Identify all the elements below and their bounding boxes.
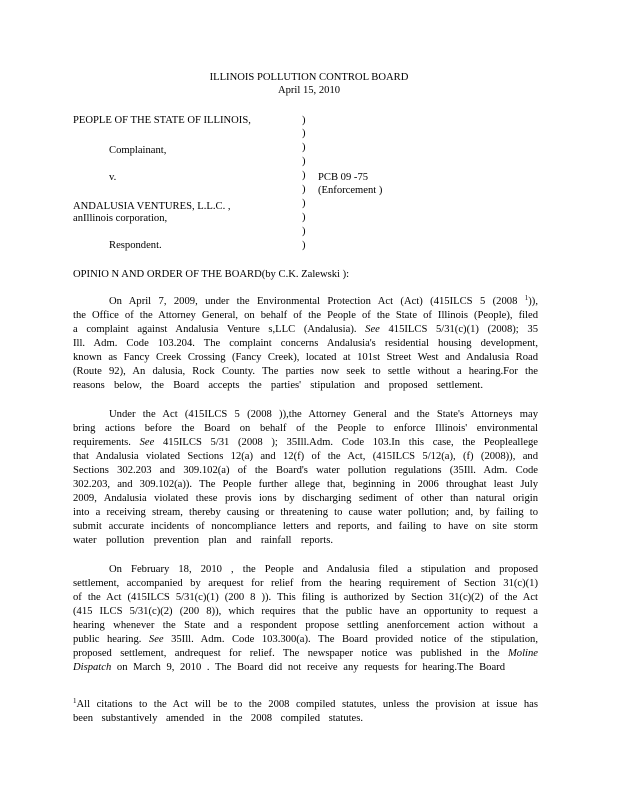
plaintiff-name: PEOPLE OF THE STATE OF ILLINOIS, <box>73 115 251 126</box>
paragraph-2-line: 2009, Andalusia violated these provis ions by discharging sediment of other than natural origin <box>73 493 538 504</box>
paragraph-1-line: known as Fancy Creek Crossing (Fancy Creek), located at 101st Street West and Andalusia Road <box>73 352 538 363</box>
caption-paren: ) <box>302 212 306 223</box>
paragraph-2-line: bring actions before the Board on behalf of the People to enforce Illinois' environmental <box>73 423 538 434</box>
complainant-label: Complainant, <box>109 145 167 156</box>
paragraph-1-line: (Route 92), An dalusia, Rock County. The parties now seek to settle without a hearing.For the <box>73 366 538 377</box>
paragraph-2-line: that Andalusia violated Sections 12(a) and 12(f) of the Act, (415ILCS 5/12(a), (f) (2008)), and <box>73 451 538 462</box>
paragraph-2-line: into a receiving stream, thereby causing or threatening to cause water pollution; and, by failing to <box>73 507 538 518</box>
caption-paren: ) <box>302 198 306 209</box>
caption-paren: ) <box>302 226 306 237</box>
paragraph-1-line: On April 7, 2009, under the Environmental Protection Act (Act) (415ILCS 5 (2008 $^1$)), <box>109 294 538 307</box>
paragraph-2-line: submit accurate incidents of noncompliance letters and reports, and failing to have on site storm <box>73 521 538 532</box>
case-number: PCB 09 -75 <box>318 172 369 183</box>
board-title: ILLINOIS POLLUTION CONTROL BOARD <box>209 72 409 83</box>
paragraph-2-line: Under the Act (415ILCS 5 (2008 )),the Attorney General and the State's Attorneys may <box>109 409 538 420</box>
caption-paren: ) <box>302 156 306 167</box>
paragraph-3-line: public hearing. See 35Ill. Adm. Code 103.300(a). The Board provided notice of the stipulation, <box>73 634 538 645</box>
footnote-line: $^1$All citations to the Act will be to the 2008 compiled statutes, unless the provision at issue has <box>73 697 538 710</box>
paragraph-3-line: proposed settlement, andrequest for relief. The newspaper notice was published in the Moline <box>73 648 538 659</box>
paragraph-1-line: the Office of the Attorney General, on behalf of the People of the State of Illinois (People), filed <box>73 310 538 321</box>
paragraph-3-line: settlement, accompanied by arequest for relief from the hearing requirement of Section 31(c)(1) <box>73 578 538 589</box>
defendant-description: anIllinois corporation, <box>73 213 168 224</box>
caption-paren: ) <box>302 142 306 153</box>
caption-paren: ) <box>302 184 306 195</box>
paragraph-2-line: Sections 302.203 and 309.102(a) of the Board's water pollution regulations (35Ill. Adm. Code <box>73 465 538 476</box>
paragraph-3-line: of the Act (415ILCS 5/31(c)(1) (200 8 )). This filing is authorized by Section 31(c)(2) of the Act <box>73 592 538 603</box>
defendant-name: ANDALUSIA VENTURES, L.L.C. , <box>73 201 231 212</box>
paragraph-1-line: Ill. Adm. Code 103.204. The complaint concerns Andalusia's residential housing development, <box>73 338 538 349</box>
caption-paren: ) <box>302 128 306 139</box>
paragraph-2-line: 302.203, and 309.102(a)). The People further allege that, beginning in 2006 throughat least July <box>73 479 538 490</box>
versus-label: v. <box>109 172 117 183</box>
case-type: (Enforcement ) <box>318 185 383 196</box>
paragraph-3-line: On February 18, 2010 , the People and Andalusia filed a stipulation and proposed <box>109 564 538 575</box>
paragraph-2-line: water pollution prevention plan and rainfall reports. <box>73 535 333 546</box>
paragraph-2-line: requirements. See 415ILCS 5/31 (2008 ); 35Ill.Adm. Code 103.In this case, the Peopleallege <box>73 437 538 448</box>
document-date: April 15, 2010 <box>277 85 341 96</box>
paragraph-1-line: a complaint against Andalusia Venture s,LLC (Andalusia). See 415ILCS 5/31(c)(1) (2008); 35 <box>73 324 538 335</box>
paragraph-1-line: reasons below, the Board accepts the parties' stipulation and proposed settlement. <box>73 380 483 391</box>
respondent-label: Respondent. <box>109 240 162 251</box>
opinion-heading: OPINIO N AND ORDER OF THE BOARD(by C.K. Zalewski ): <box>73 269 350 280</box>
paragraph-3-line: (415 ILCS 5/31(c)(2) (200 8)), which requires that the public have an opportunity to request a <box>73 606 538 617</box>
paragraph-3-line: hearing whenever the State and a respondent propose settling anenforcement action without a <box>73 620 538 631</box>
caption-paren: ) <box>302 115 306 126</box>
footnote-line: been substantively amended in the 2008 compiled statutes. <box>73 713 363 724</box>
caption-paren: ) <box>302 170 306 181</box>
caption-paren: ) <box>302 240 306 251</box>
paragraph-3-line: Dispatch on March 9, 2010 . The Board did not receive any requests for hearing.The Board <box>73 662 505 673</box>
